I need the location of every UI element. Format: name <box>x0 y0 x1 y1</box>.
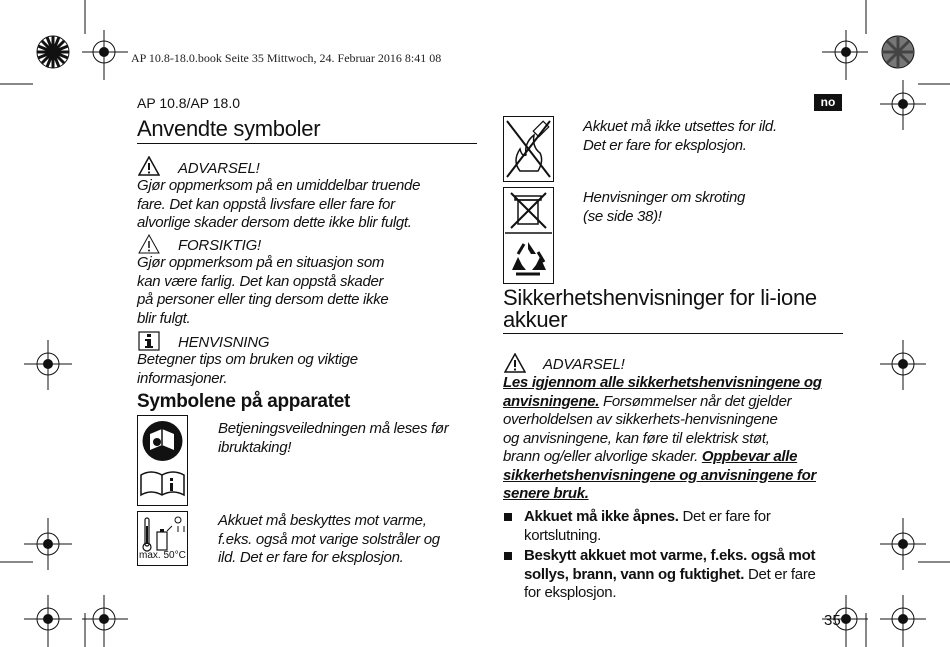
heat-icon-label: max. 50°C <box>139 550 186 561</box>
safety-warning-label: ADVARSEL! <box>543 356 625 373</box>
caution-triangle-icon <box>138 234 160 254</box>
warning-label: ADVARSEL! <box>178 160 260 177</box>
recycling-icon <box>512 242 546 274</box>
crossed-bin-icon <box>503 187 554 284</box>
info-icon <box>138 331 160 351</box>
language-tag: no <box>814 94 842 111</box>
bullet-item-protect-heat: Beskytt akkuet mot varme, f.eks. også mot sollys, brann, vann og fuktighet. Det er fare for eksplosjon. <box>524 547 816 601</box>
note-text: Betegner tips om bruken og viktige informasjoner. <box>137 351 358 387</box>
bullet-item-no-open: Akkuet må ikke åpnes. Det er fare for kortslutning. <box>524 508 771 544</box>
safety-warning-text: Les igjennom alle sikkerhetshenvisningene og anvisningene. Forsømmelser når det gjelder overholdelsen av sikkerhets-henvisningene og anvisningene, kan føre til elektrisk støt, brann og/eller alvorlige skader. Oppbevar alle sikkerhetshenvisningene og anvisningene for senere bruk. <box>503 374 822 502</box>
note-label: HENVISNING <box>178 334 270 351</box>
heat-symbol-text: Akkuet må beskyttes mot varme, f.eks. også mot varige solstråler og ild. Det er fare for eksplosjon. <box>218 512 440 566</box>
warning-triangle-icon <box>138 156 160 176</box>
device-symbols-title: Symbolene på apparatet <box>137 391 351 412</box>
caution-text: Gjør oppmerksom på en situasjon som kan være farlig. Det kan oppstå skader på personer eller ting dersom dette ikke blir fulgt. <box>137 254 389 327</box>
warning-triangle-icon <box>504 353 526 373</box>
disposal-symbol-text: Henvisninger om skroting (se side 38)! <box>583 189 746 225</box>
page-number: 35 <box>824 612 841 629</box>
warning-text: Gjør oppmerksom på en umiddelbar truende fare. Det kan oppstå livsfare eller fare for alvorlige skader dersom dette ikke blir fulgt. <box>137 177 421 231</box>
print-slug-line: AP 10.8-18.0.book Seite 35 Mittwoch, 24. Februar 2016 8:41 08 <box>131 51 442 65</box>
fire-symbol-text: Akkuet må ikke utsettes for ild. Det er fare for eksplosjon. <box>583 118 777 154</box>
manual-symbol-text: Betjeningsveiledningen må leses før ibruktaking! <box>218 420 449 456</box>
model-name: AP 10.8/AP 18.0 <box>137 95 241 111</box>
read-manual-icon <box>137 415 188 506</box>
caution-label: FORSIKTIG! <box>178 237 262 254</box>
bullet-marker <box>504 552 512 560</box>
section-title-symbols: Anvendte symboler <box>137 116 477 144</box>
bullet-marker <box>504 513 512 521</box>
heat-protection-icon <box>137 511 188 566</box>
no-fire-icon <box>503 116 554 182</box>
section-title-li-ion-safety: Sikkerhetshenvisninger for li-ione akkuer <box>503 287 843 334</box>
